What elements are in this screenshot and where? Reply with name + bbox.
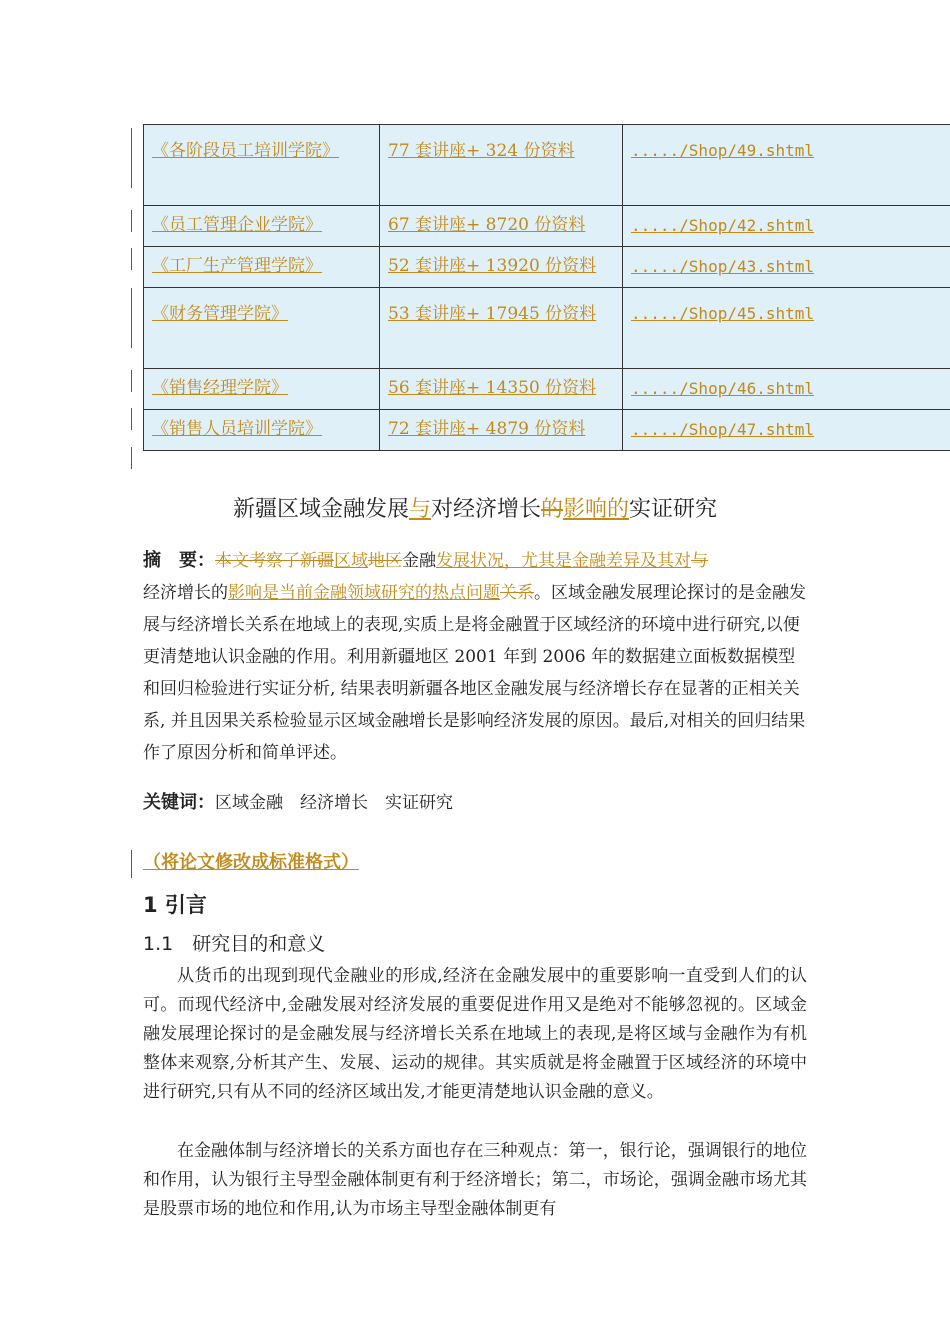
table-cell (623, 369, 950, 410)
table-cell (144, 206, 380, 247)
shop-url-link[interactable]: ...../Shop/43.shtml (631, 257, 815, 276)
revision-bar (131, 447, 132, 469)
format-note: （将论文修改成标准格式） (143, 852, 359, 873)
table-row (144, 288, 950, 369)
table-cell (380, 369, 623, 410)
section-heading: 1 引言 (143, 893, 207, 917)
shop-count-link[interactable]: 72 套讲座+ 4879 份资料 (388, 419, 586, 439)
table-cell (380, 125, 623, 206)
title-text: 对经济增长 (430, 497, 541, 522)
shop-count-link[interactable]: 67 套讲座+ 8720 份资料 (388, 215, 586, 235)
revision-bar (131, 248, 132, 270)
body-paragraph: 在金融体制与经济增长的关系方面也存在三种观点：第一，银行论，强调银行的地位和作用，认为银行主导型金融体制更有利于经济增长；第二，市场论，强调金融市场尤其是股票市场的地位和作用,认为市场主导型金融体制更有 (143, 1141, 807, 1219)
abstract-label: 摘 要： (143, 550, 215, 571)
table-cell (380, 410, 623, 451)
title-text: 新疆区域金融发展 (232, 497, 409, 522)
table-cell (623, 288, 950, 369)
revision-bar (131, 210, 132, 232)
shop-url-link[interactable]: ...../Shop/49.shtml (631, 141, 815, 160)
table-row (144, 247, 950, 288)
shop-name-link[interactable]: 《销售经理学院》 (152, 378, 288, 398)
table-row (144, 410, 950, 451)
shop-url-link[interactable]: ...../Shop/42.shtml (631, 216, 815, 235)
table-cell (380, 288, 623, 369)
abstract-insertion: 发展状况，尤其是金融差异及其对 (436, 551, 691, 571)
body-paragraph: 从货币的出现到现代金融业的形成,经济在金融发展中的重要影响一直受到人们的认可。而现代经济中,金融发展对经济发展的重要促进作用又是绝对不能够忽视的。区域金融发展理论探讨的是金融发展与经济增长关系在地域上的表现,是将区域与金融作为有机整体来观察,分析其产生、发展、运动的规律。其实质就是将金融置于区域经济的环境中进行研究,只有从不同的经济区域出发,才能更清楚地认识金融的意义。 (143, 966, 807, 1102)
abstract-deletion: 与 (691, 551, 708, 571)
shop-url-link[interactable]: ...../Shop/46.shtml (631, 379, 815, 398)
subsection-heading: 1.1 研究目的和意义 (143, 933, 326, 955)
title-deletion: 的 (541, 497, 564, 522)
revision-bar (131, 370, 132, 392)
table-cell (623, 125, 950, 206)
abstract-text: 金融 (402, 551, 436, 571)
abstract-text: 。区域金融发展理论探讨的是金融发展与经济增长关系在地域上的表现,实质上是将金融置于区域经济的环境中进行研究,以便更清楚地认识金融的作用。利用新疆地区 2001 年到 2006 年的数据建立面板数据模型和回归检验进行实证分析, 结果表明新疆各地区金融发展与经济增长存在显著的正相关关系, 并且因果关系检验显示区域金融增长是影响经济发展的原因。最后,对相关的回归结果作了原因分析和简单评述。 (143, 583, 806, 763)
shop-count-link[interactable]: 77 套讲座+ 324 份资料 (388, 141, 575, 161)
shop-count-link[interactable]: 53 套讲座+ 17945 份资料 (388, 304, 597, 324)
keywords-label: 关键词： (143, 792, 215, 813)
paper-title (0, 492, 950, 523)
table-cell (623, 410, 950, 451)
shop-name-link[interactable]: 《各阶段员工培训学院》 (152, 141, 339, 161)
table-cell (380, 206, 623, 247)
abstract (143, 545, 807, 769)
keywords (143, 788, 453, 814)
shop-name-link[interactable]: 《财务管理学院》 (152, 304, 288, 324)
shop-table (143, 124, 950, 451)
shop-count-link[interactable]: 56 套讲座+ 14350 份资料 (388, 378, 597, 398)
revision-bar (131, 288, 132, 348)
title-text: 实证研究 (629, 497, 718, 522)
abstract-insertion: 影响是当前金融领域研究的热点问题 (228, 583, 500, 603)
shop-url-link[interactable]: ...../Shop/45.shtml (631, 304, 815, 323)
keywords-text: 区域金融 经济增长 实证研究 (215, 793, 453, 813)
shop-count-link[interactable]: 52 套讲座+ 13920 份资料 (388, 256, 597, 276)
table-cell (623, 247, 950, 288)
abstract-deletion: 关系 (500, 583, 534, 603)
shop-url-link[interactable]: ...../Shop/47.shtml (631, 420, 815, 439)
revision-bar (131, 408, 132, 430)
abstract-insertion: 区域 (334, 551, 368, 571)
table-row (144, 125, 950, 206)
table-cell (144, 410, 380, 451)
table-row (144, 369, 950, 410)
title-insertion: 影响的 (563, 497, 630, 522)
revision-bar (131, 850, 132, 878)
abstract-deletion: 本文考察了新疆 (215, 551, 334, 571)
table-cell (144, 369, 380, 410)
table-row (144, 206, 950, 247)
revision-bar (131, 128, 132, 188)
abstract-deletion: 地区 (368, 551, 402, 571)
abstract-text: 经济增长的 (143, 583, 228, 603)
table-cell (144, 288, 380, 369)
shop-name-link[interactable]: 《销售人员培训学院》 (152, 419, 322, 439)
title-insertion: 与 (408, 497, 431, 522)
table-cell (380, 247, 623, 288)
shop-name-link[interactable]: 《员工管理企业学院》 (152, 215, 322, 235)
table-cell (144, 247, 380, 288)
table-cell (623, 206, 950, 247)
shop-name-link[interactable]: 《工厂生产管理学院》 (152, 256, 322, 276)
table-cell (144, 125, 380, 206)
